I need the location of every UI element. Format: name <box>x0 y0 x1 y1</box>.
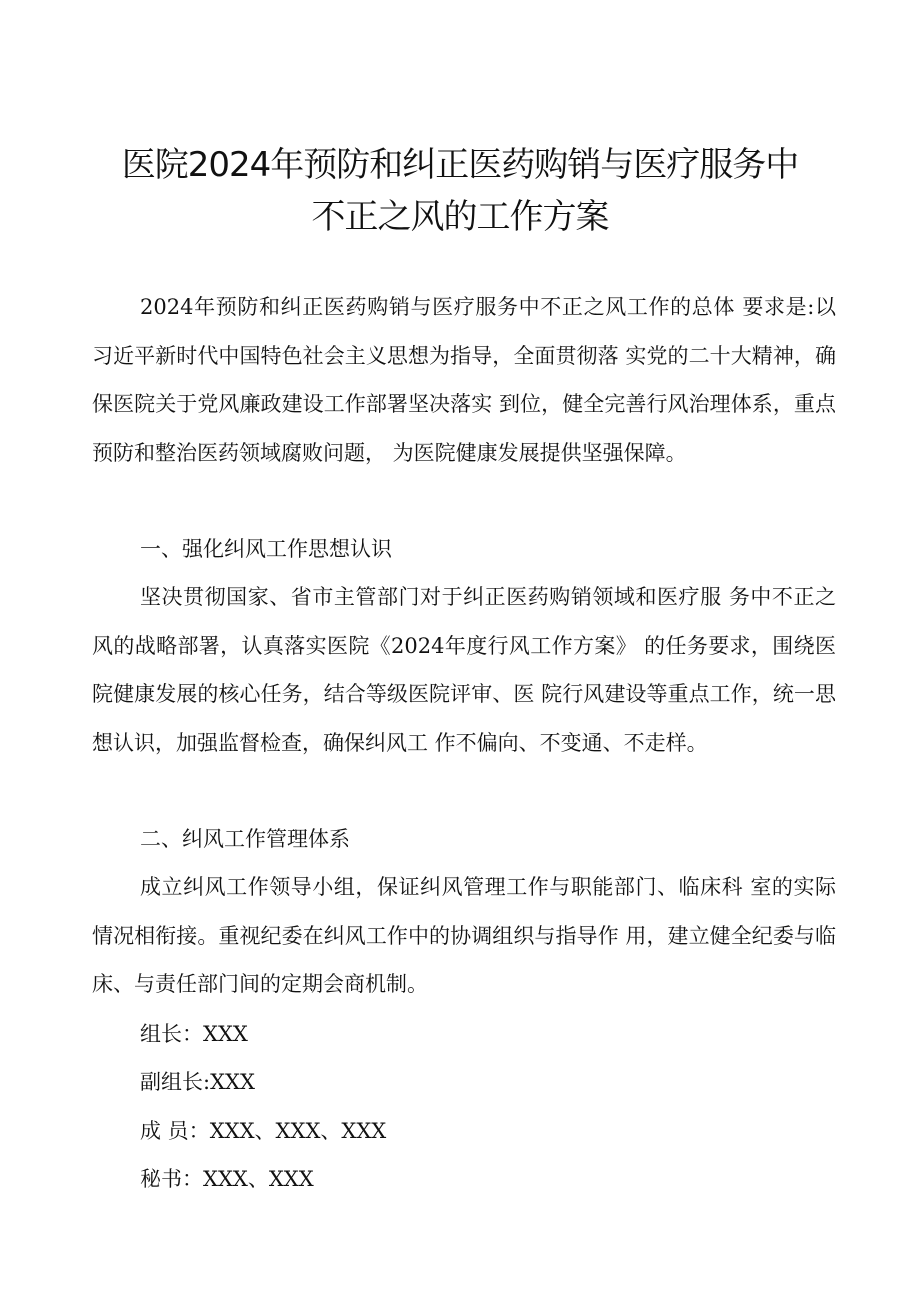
section-1-heading: 一、强化纠风工作思想认识 <box>140 537 392 561</box>
member-value: XXX、XXX、XXX <box>209 1119 387 1143</box>
member-value: XXX <box>210 1070 255 1094</box>
member-label: 秘书： <box>140 1167 203 1191</box>
member-label: 组长： <box>140 1022 203 1046</box>
member-value: XXX、XXX <box>203 1167 314 1191</box>
member-label: 副组长: <box>140 1070 211 1094</box>
member-row-secretary <box>140 1164 314 1194</box>
document-title-line-2: 不正之风的工作方案 <box>311 197 609 237</box>
intro-paragraph: 2024年预防和纠正医药购销与医疗服务中不正之风工作的总体 要求是:以习近平新时代中国特色社会主义思想为指导，全面贯彻落 实党的二十大精神，确保医院关于党风廉政建设工作部署坚决落实 到位，健全完善行风治理体系，重点预防和整治医药领域腐败问题， 为医院健康发展提供坚强保障。 <box>92 295 836 465</box>
member-row-leader <box>140 1019 248 1049</box>
section-2-heading: 二、纠风工作管理体系 <box>140 827 350 851</box>
section-1-paragraph: 坚决贯彻国家、省市主管部门对于纠正医药购销领域和医疗服 务中不正之风的战略部署，认真落实医院《2024年度行风工作方案》 的任务要求，围绕医院健康发展的核心任务，结合等级医院评审、医 院行风建设等重点工作，统一思想认识，加强监督检查，确保纠风工 作不偏向、不变通、不走样。 <box>92 585 836 755</box>
member-row-members <box>140 1116 386 1146</box>
section-2-paragraph: 成立纠风工作领导小组，保证纠风管理工作与职能部门、临床科 室的实际情况相衔接。重视纪委在纠风工作中的协调组织与指导作 用，建立健全纪委与临床、与责任部门间的定期会商机制。 <box>92 875 836 997</box>
document-title-line-1: 医院2024年预防和纠正医药购销与医疗服务中 <box>121 145 799 185</box>
member-value: XXX <box>203 1022 248 1046</box>
member-label: 成 员： <box>140 1119 210 1143</box>
member-row-deputy <box>140 1067 255 1097</box>
